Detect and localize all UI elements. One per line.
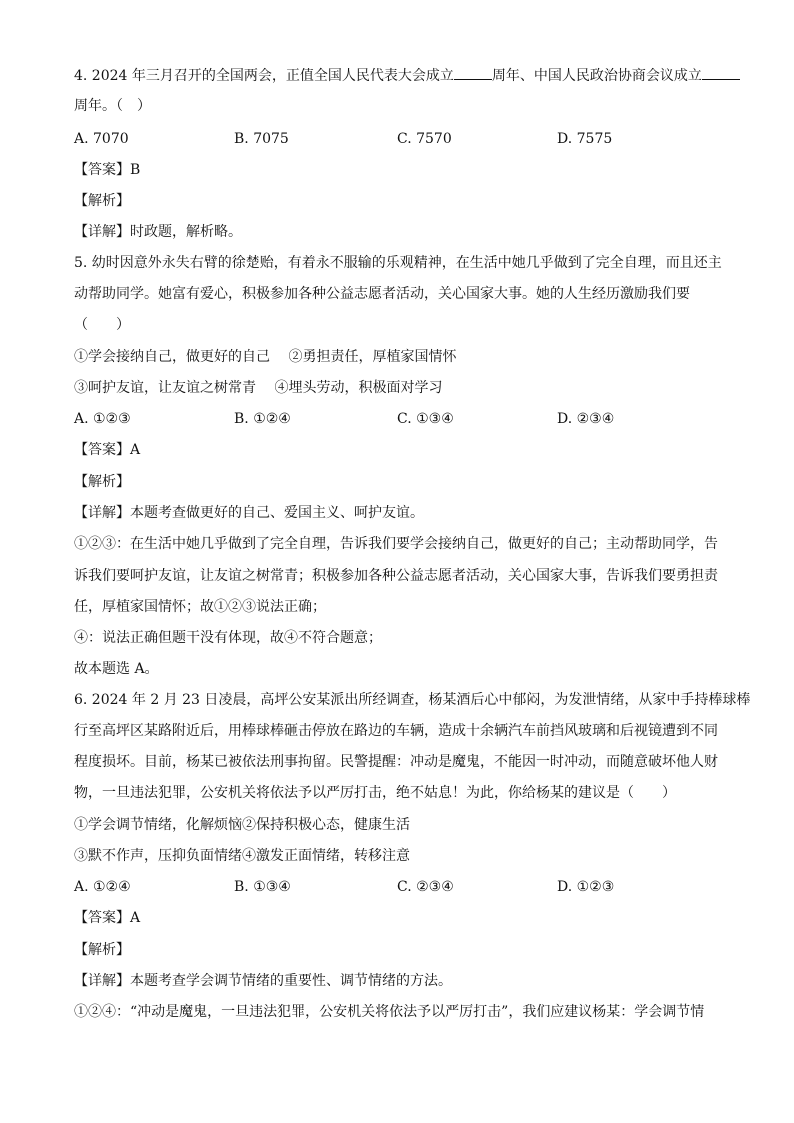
q4-option-d: D. 7575 (557, 131, 613, 147)
q4-stem-part-b: 周年、中国人民政治协商会议成立 (491, 68, 702, 84)
q4-blank-2 (702, 65, 740, 80)
q5-stem-line-1: 5. 幼时因意外永失右臂的徐楚贻，有着永不服输的乐观精神，在生活中她几乎做到了完全自理，而且还主 (74, 255, 722, 271)
q5-analysis: 【解析】 (74, 474, 130, 490)
q4-option-c: C. 7570 (397, 131, 452, 147)
q5-detail-line-5: ④：说法正确但题干没有体现，故④不符合题意； (74, 630, 382, 646)
q5-answer: 【答案】A (74, 442, 141, 458)
q4-answer: 【答案】B (74, 162, 141, 178)
q5-option-a: A. ①②③ (74, 411, 131, 427)
q6-stem-line-3: 程度损坏。目前，杨某已被依法刑事拘留。民警提醒：冲动是魔鬼，不能因一时冲动，而随意破坏他人财 (74, 754, 718, 770)
q4-blank-1 (454, 65, 492, 80)
q5-stem-line-2: 动帮助同学。她富有爱心，积极参加各种公益志愿者活动，关心国家大事。她的人生经历激励我们要 (74, 286, 690, 302)
q4-stem-line-1 (74, 65, 740, 86)
q4-option-b: B. 7075 (234, 131, 289, 147)
q5-option-c: C. ①③④ (397, 411, 454, 427)
q6-stem-line-1: 6. 2024 年 2 月 23 日凌晨，高坪公安某派出所经调查，杨某酒后心中郁闷，为发泄情绪，从家中手持棒球棒 (74, 692, 751, 708)
q4-stem-line-2: 周年。（ ） (74, 98, 151, 114)
q6-stem-line-2: 行至高坪区某路附近后，用棒球棒砸击停放在路边的车辆，造成十余辆汽车前挡风玻璃和后视镜遭到不同 (74, 723, 718, 739)
q4-analysis: 【解析】 (74, 193, 130, 209)
q6-choice-line-1: ①学会调节情绪，化解烦恼②保持积极心态，健康生活 (74, 817, 410, 833)
q6-answer: 【答案】A (74, 910, 141, 926)
q5-stem-line-3: （ ） (74, 317, 130, 333)
q6-option-a: A. ①②④ (74, 879, 131, 895)
q5-detail-line-2: ①②③：在生活中她几乎做到了完全自理，告诉我们要学会接纳自己，做更好的自己；主动帮助同学，告 (74, 536, 718, 552)
q5-detail-line-3: 诉我们要呵护友谊，让友谊之树常青；积极参加各种公益志愿者活动，关心国家大事，告诉我们要勇担责 (74, 568, 718, 584)
q6-stem-line-4: 物，一旦违法犯罪，公安机关将依法予以严厉打击，绝不姑息！为此，你给杨某的建议是（ ） (74, 785, 676, 801)
q6-option-b: B. ①③④ (234, 879, 291, 895)
q5-detail-line-4: 任，厚植家国情怀；故①②③说法正确； (74, 599, 326, 615)
q5-choice-line-2: ③呵护友谊，让友谊之树常青 ④埋头劳动，积极面对学习 (74, 380, 443, 396)
q4-detail: 【详解】时政题，解析略。 (74, 224, 242, 240)
q6-choice-line-2: ③默不作声，压抑负面情绪④激发正面情绪，转移注意 (74, 848, 410, 864)
q5-choice-line-1: ①学会接纳自己，做更好的自己 ②勇担责任，厚植家国情怀 (74, 349, 457, 365)
q4-stem-part-a: 4. 2024 年三月召开的全国两会，正值全国人民代表大会成立 (74, 68, 454, 84)
q5-detail-line-1: 【详解】本题考查做更好的自己、爱国主义、呵护友谊。 (74, 505, 424, 521)
q6-analysis: 【解析】 (74, 942, 130, 958)
q4-option-a: A. 7070 (74, 131, 129, 147)
q6-option-c: C. ②③④ (397, 879, 454, 895)
q6-option-d: D. ①②③ (557, 879, 615, 895)
q6-detail-line-2: ①②④：“冲动是魔鬼，一旦违法犯罪，公安机关将依法予以严厉打击”，我们应建议杨某：学会调节情 (74, 1004, 705, 1020)
q5-option-b: B. ①②④ (234, 411, 291, 427)
q5-option-d: D. ②③④ (557, 411, 615, 427)
q5-detail-line-6: 故本题选 A。 (74, 661, 159, 677)
q6-detail-line-1: 【详解】本题考查学会调节情绪的重要性、调节情绪的方法。 (74, 973, 452, 989)
